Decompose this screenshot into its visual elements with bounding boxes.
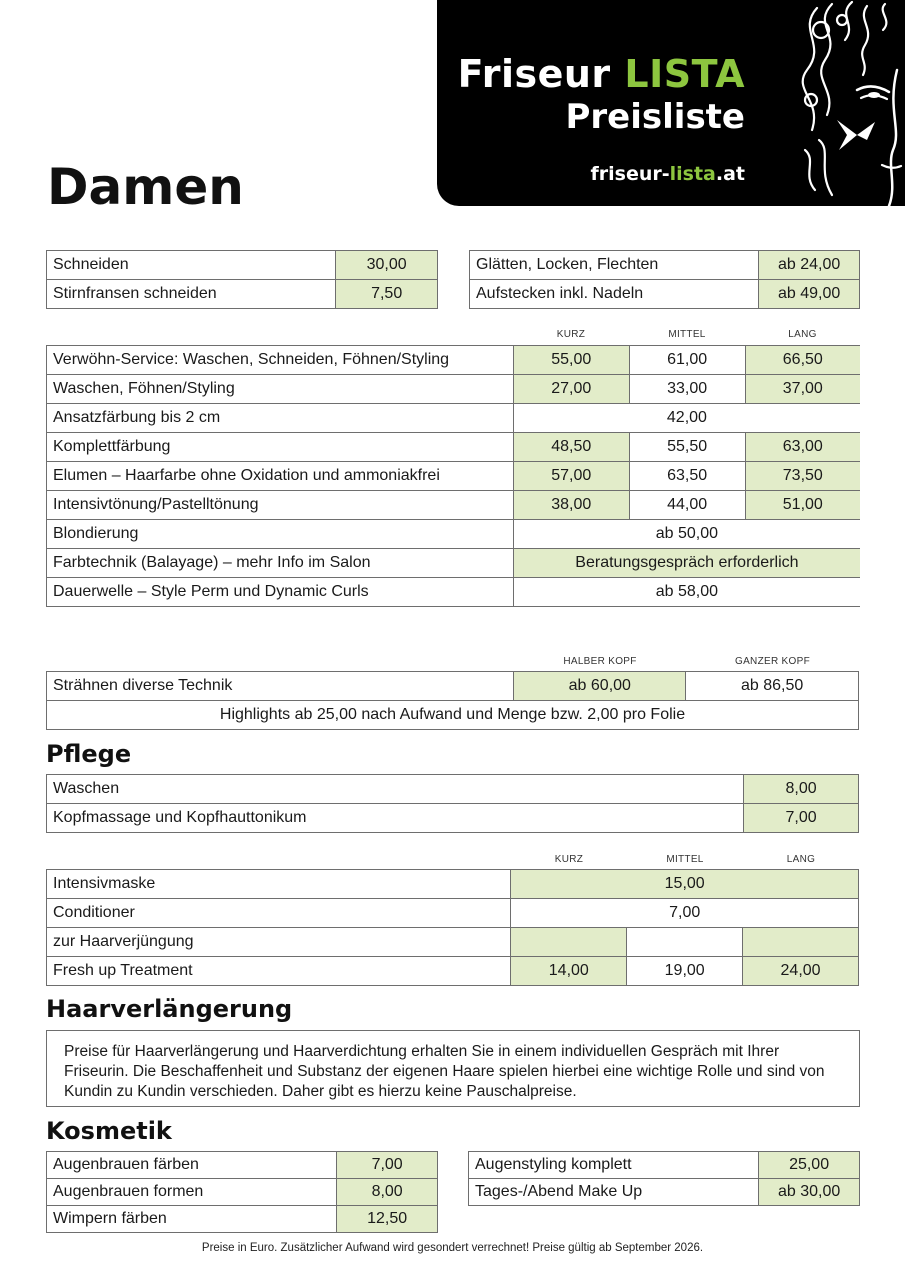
service-label: Intensivmaske <box>47 870 511 899</box>
haarverlaengerung-info-text: Preise für Haarverlängerung und Haarverdichtung erhalten Sie in einem individuellen Gespräch mit Ihrer Friseurin. Die Beschaffenheit und Substanz der eigenen Haare spielen hierbei eine wichtige Rolle und sind von Kundin zu Kundin verschieden. Daher gibt es hierzu keine Pauschalpreise. <box>46 1030 860 1107</box>
price-single: ab 50,00 <box>513 520 860 549</box>
price-lang: 24,00 <box>743 957 859 986</box>
brand-name-accent: LISTA <box>624 52 745 96</box>
table-row <box>47 775 859 804</box>
table-row <box>47 433 861 462</box>
service-label: Farbtechnik (Balayage) – mehr Info im Salon <box>47 549 514 578</box>
service-label: Wimpern färben <box>47 1206 337 1233</box>
price-single: ab 58,00 <box>513 578 860 607</box>
basic-services-left-table <box>46 250 438 309</box>
price-mittel: 63,50 <box>629 462 745 491</box>
brand-subtitle: Preisliste <box>565 97 745 137</box>
highlights-note: Highlights ab 25,00 nach Aufwand und Menge bzw. 2,00 pro Folie <box>47 701 859 730</box>
pflege-table <box>46 774 859 833</box>
service-label: Tages-/Abend Make Up <box>469 1179 759 1206</box>
woman-face-illustration <box>797 0 905 206</box>
treatments-table <box>46 869 859 986</box>
column-header-kurz: KURZ <box>556 329 586 340</box>
table-row <box>47 375 861 404</box>
service-label: Dauerwelle – Style Perm und Dynamic Curls <box>47 578 514 607</box>
price-single: Beratungsgespräch erforderlich <box>513 549 860 578</box>
price-single: 15,00 <box>511 870 859 899</box>
brand-url: friseur-lista.at <box>590 163 745 185</box>
table-row <box>470 280 860 309</box>
column-header-halber-kopf: HALBER KOPF <box>563 656 637 667</box>
price-lang: 37,00 <box>745 375 860 404</box>
page-title: Damen <box>47 158 244 216</box>
price-kurz: 27,00 <box>513 375 629 404</box>
table-row <box>47 701 859 730</box>
price-cell: 8,00 <box>744 775 859 804</box>
table-row <box>470 251 860 280</box>
price-cell: ab 24,00 <box>759 251 860 280</box>
table-row <box>469 1152 860 1179</box>
service-label: Ansatzfärbung bis 2 cm <box>47 404 514 433</box>
table-row <box>47 404 861 433</box>
table-row <box>469 1179 860 1206</box>
table-row <box>47 672 859 701</box>
table-row <box>47 491 861 520</box>
service-label: Stirnfransen schneiden <box>47 280 336 309</box>
table-row <box>47 549 861 578</box>
section-title-kosmetik: Kosmetik <box>46 1117 172 1145</box>
price-single: 7,00 <box>511 899 859 928</box>
service-label: Glätten, Locken, Flechten <box>470 251 759 280</box>
price-single: 42,00 <box>513 404 860 433</box>
section-title-pflege: Pflege <box>46 740 132 768</box>
service-label: Elumen – Haarfarbe ohne Oxidation und ammoniakfrei <box>47 462 514 491</box>
service-label: Augenbrauen färben <box>47 1152 337 1179</box>
service-label: Waschen <box>47 775 744 804</box>
price-cell: 25,00 <box>759 1152 860 1179</box>
price-mittel: 19,00 <box>627 957 743 986</box>
table-row <box>47 346 861 375</box>
price-halber-kopf: ab 60,00 <box>514 672 686 701</box>
price-lang <box>743 928 859 957</box>
price-kurz: 57,00 <box>513 462 629 491</box>
price-kurz <box>511 928 627 957</box>
price-cell: ab 30,00 <box>759 1179 860 1206</box>
price-lang: 66,50 <box>745 346 860 375</box>
price-cell: 30,00 <box>336 251 438 280</box>
price-cell: 7,00 <box>337 1152 438 1179</box>
price-mittel: 61,00 <box>629 346 745 375</box>
table-row <box>47 899 859 928</box>
footer-note: Preise in Euro. Zusätzlicher Aufwand wird gesondert verrechnet! Preise gültig ab September 2026. <box>201 1242 704 1254</box>
brand-name: Friseur <box>457 52 625 96</box>
price-mittel: 44,00 <box>629 491 745 520</box>
price-lang: 73,50 <box>745 462 860 491</box>
price-lang: 63,00 <box>745 433 860 462</box>
service-label: Augenstyling komplett <box>469 1152 759 1179</box>
header-banner <box>437 0 905 206</box>
price-mittel: 55,50 <box>629 433 745 462</box>
table-row <box>47 1206 438 1233</box>
service-label: Kopfmassage und Kopfhauttonikum <box>47 804 744 833</box>
service-label: Waschen, Föhnen/Styling <box>47 375 514 404</box>
service-label: Schneiden <box>47 251 336 280</box>
service-label: zur Haarverjüngung <box>47 928 511 957</box>
column-header-kurz: KURZ <box>554 854 584 865</box>
price-ganzer-kopf: ab 86,50 <box>686 672 859 701</box>
service-label: Augenbrauen formen <box>47 1179 337 1206</box>
section-title-haarverlaengerung: Haarverlängerung <box>46 995 293 1023</box>
table-row <box>47 280 438 309</box>
table-row <box>47 251 438 280</box>
price-mittel: 33,00 <box>629 375 745 404</box>
table-row <box>47 928 859 957</box>
table-row <box>47 462 861 491</box>
price-kurz: 14,00 <box>511 957 627 986</box>
column-header-mittel: MITTEL <box>666 854 704 865</box>
price-cell: 8,00 <box>337 1179 438 1206</box>
column-header-lang: LANG <box>786 854 816 865</box>
price-kurz: 48,50 <box>513 433 629 462</box>
price-kurz: 55,00 <box>513 346 629 375</box>
column-header-mittel: MITTEL <box>668 329 706 340</box>
kosmetik-right-table <box>468 1151 860 1206</box>
service-label: Strähnen diverse Technik <box>47 672 514 701</box>
service-label: Komplettfärbung <box>47 433 514 462</box>
table-row <box>47 804 859 833</box>
strands-table <box>46 671 859 730</box>
column-header-ganzer-kopf: GANZER KOPF <box>735 656 810 667</box>
table-row <box>47 520 861 549</box>
table-row <box>47 1152 438 1179</box>
price-cell: 7,50 <box>336 280 438 309</box>
service-label: Verwöhn-Service: Waschen, Schneiden, Föhnen/Styling <box>47 346 514 375</box>
price-cell: ab 49,00 <box>759 280 860 309</box>
price-mittel <box>627 928 743 957</box>
service-label: Blondierung <box>47 520 514 549</box>
brand-title <box>458 52 745 138</box>
basic-services-right-table <box>469 250 860 309</box>
price-cell: 12,50 <box>337 1206 438 1233</box>
service-label: Fresh up Treatment <box>47 957 511 986</box>
table-row <box>47 578 861 607</box>
table-row <box>47 1179 438 1206</box>
kosmetik-left-table <box>46 1151 438 1233</box>
service-label: Conditioner <box>47 899 511 928</box>
price-lang: 51,00 <box>745 491 860 520</box>
service-label: Aufstecken inkl. Nadeln <box>470 280 759 309</box>
services-table <box>46 345 860 607</box>
table-row <box>47 870 859 899</box>
column-header-lang: LANG <box>788 329 817 340</box>
price-cell: 7,00 <box>744 804 859 833</box>
price-kurz: 38,00 <box>513 491 629 520</box>
service-label: Intensivtönung/Pastelltönung <box>47 491 514 520</box>
table-row <box>47 957 859 986</box>
